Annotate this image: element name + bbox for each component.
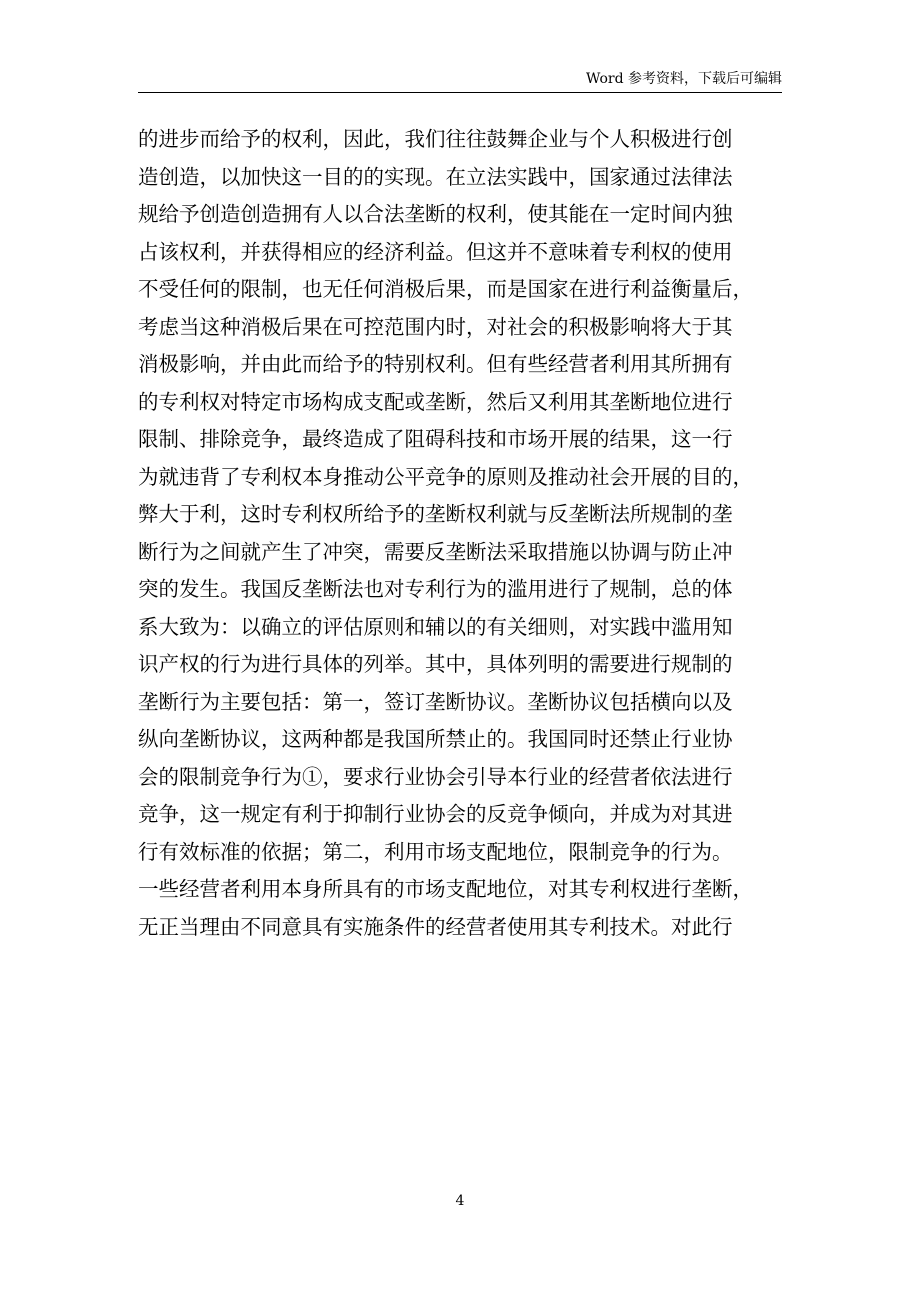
body-line: 不受任何的限制，也无任何消极后果，而是国家在进行利益衡量后， <box>138 277 753 301</box>
body-line: 造创造，以加快这一目的的实现。在立法实践中，国家通过法律法 <box>138 164 733 189</box>
body-line: 的专利权对特定市场构成支配或垄断，然后又利用其垄断地位进行 <box>138 389 733 414</box>
body-line: 无正当理由不同意具有实施条件的经营者使用其专利技术。对此行 <box>138 914 733 939</box>
body-line: 消极影响，并由此而给予的特别权利。但有些经营者利用其所拥有 <box>138 352 733 376</box>
body-line: 占该权利，并获得相应的经济利益。但这并不意味着专利权的使用 <box>138 239 733 264</box>
body-line: 弊大于利，这时专利权所给予的垄断权利就与反垄断法所规制的垄 <box>138 502 733 526</box>
body-line: 竞争，这一规定有利于抑制行业协会的反竞争倾向，并成为对其进 <box>138 802 733 826</box>
body-line: 纵向垄断协议，这两种都是我国所禁止的。我国同时还禁止行业协 <box>138 727 733 751</box>
body-line: 一些经营者利用本身所具有的市场支配地位，对其专利权进行垄断， <box>138 877 753 901</box>
body-line: 的进步而给予的权利，因此，我们往往鼓舞企业与个人积极进行创 <box>138 127 733 151</box>
body-line: 断行为之间就产生了冲突，需要反垄断法采取措施以协调与防止冲 <box>138 539 733 564</box>
body-line: 规给予创造创造拥有人以合法垄断的权利，使其能在一定时间内独 <box>138 202 733 226</box>
body-line: 为就违背了专利权本身推动公平竞争的原则及推动社会开展的目的， <box>138 464 753 489</box>
body-line: 限制、排除竞争，最终造成了阻碍科技和市场开展的结果，这一行 <box>138 427 733 451</box>
page-number: 4 <box>455 1193 465 1209</box>
body-text <box>138 121 788 946</box>
body-line: 突的发生。我国反垄断法也对专利行为的滥用进行了规制，总的体 <box>138 577 733 601</box>
body-line: 识产权的行为进行具体的列举。其中，具体列明的需要进行规制的 <box>138 652 733 676</box>
body-line: 考虑当这种消极后果在可控范围内时，对社会的积极影响将大于其 <box>138 314 733 339</box>
header-note: Word 参考资料，下载后可编辑 <box>586 71 782 87</box>
body-line: 会的限制竞争行为①，要求行业协会引导本行业的经营者依法进行 <box>138 764 733 789</box>
body-line: 垄断行为主要包括：第一，签订垄断协议。垄断协议包括横向以及 <box>138 689 733 714</box>
header-rule <box>138 92 782 93</box>
body-line: 系大致为：以确立的评估原则和辅以的有关细则，对实践中滥用知 <box>138 614 733 639</box>
body-line: 行有效标准的依据；第二，利用市场支配地位，限制竞争的行为。 <box>138 839 733 864</box>
